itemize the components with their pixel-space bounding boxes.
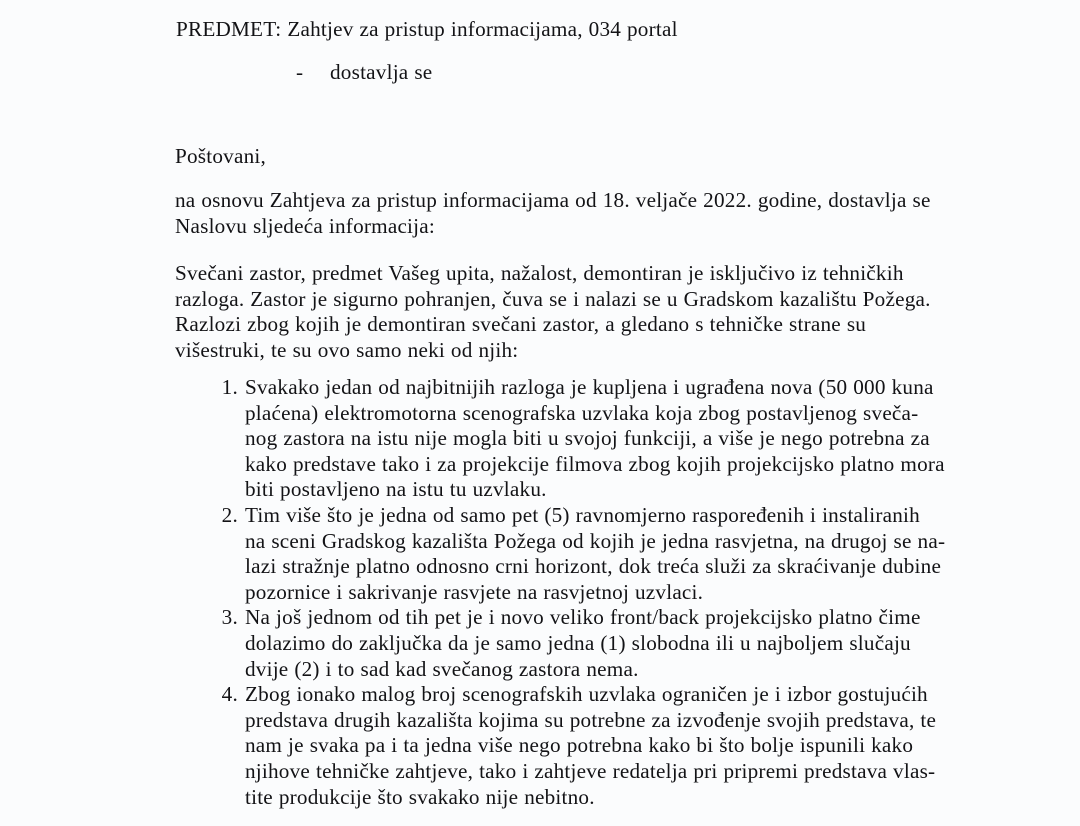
list-item-line: Tim više što je jedna od samo pet (5) ravnomjerno raspoređenih i instaliranih <box>245 502 920 527</box>
delivery-text: dostavlja se <box>330 60 433 84</box>
intro-line: Naslovu sljedeća informacija: <box>175 213 435 238</box>
body-line: Svečani zastor, predmet Vašeg upita, nažalost, demontiran je isključivo iz tehničkih <box>175 261 904 285</box>
list-item-line: Svakako jedan od najbitnijih razloga je kupljena i ugrađena nova (50 000 kuna <box>245 375 934 399</box>
list-item-line: lazi stražnje platno odnosno crni horizont, dok treća služi za skraćivanje dubine <box>245 554 942 579</box>
list-item-line: na sceni Gradskog kazališta Požega od kojih je jedna rasvjetna, na drugoj se na- <box>245 528 946 553</box>
intro-paragraph <box>175 188 965 239</box>
list-item-line: dolazimo do zaključka da je samo jedna (1) slobodna ili u najboljem slučaju <box>245 630 911 655</box>
body-line: Razlozi zbog kojih je demontiran svečani zastor, a gledano s tehničke strane su <box>175 312 867 337</box>
list-item-line: kako predstave tako i za projekcije filmova zbog kojih projekcijsko platno mora <box>245 451 945 476</box>
body-line: razloga. Zastor je sigurno pohranjen, čuva se i nalazi se u Gradskom kazalištu Požega. <box>175 286 931 311</box>
reasons-list <box>175 375 985 810</box>
list-item-text <box>245 605 985 682</box>
delivery-line <box>296 60 432 86</box>
list-item-line: plaćena) elektromotorna scenografska uzvlaka koja zbog postavljenog svеča- <box>245 400 919 425</box>
list-item-line: nog zastora na istu nije mogla biti u svojoj funkciji, a više je nego potrebna za <box>245 426 930 451</box>
list-item-line: Zbog ionako malog broj scenografskih uzvlaka ograničen je i izbor gostujućih <box>245 682 928 707</box>
subject-line: PREDMET: Zahtjev za pristup informacijama, 034 portal <box>176 17 678 41</box>
list-item-number: 3. <box>221 605 238 630</box>
list-item-text <box>245 503 985 605</box>
list-item <box>175 605 985 682</box>
list-item-line: predstava drugih kazališta kojima su potrebne za izvođenje svojih predstava, te <box>245 707 937 732</box>
list-item-line: pozornice i sakrivanje rasvjete na rasvjetnoj uzvlaci. <box>245 579 704 604</box>
list-item <box>175 375 985 503</box>
list-item-line: dvije (2) i to sad kad svečanog zastora nema. <box>245 656 639 681</box>
list-item-line: biti postavljeno na istu tu uzvlaku. <box>245 477 547 502</box>
body-line: višestruki, te su ovo samo neki od njih: <box>175 337 519 362</box>
body-paragraph <box>175 261 975 363</box>
list-item <box>175 682 985 810</box>
list-item-text <box>245 682 985 810</box>
list-item-line: nam je svaka pa i ta jedna više nego potrebna kako bi što bolje ispunili kako <box>245 733 914 758</box>
list-item-text <box>245 375 985 503</box>
list-item <box>175 503 985 605</box>
list-item-line: njihove tehničke zahtjeve, tako i zahtjeve redatelja pri pripremi predstava vlas- <box>245 758 936 783</box>
list-item-line: tite produkcije što svakako nije nebitno. <box>245 784 595 809</box>
salutation: Poštovani, <box>175 144 266 168</box>
delivery-dash: - <box>296 60 304 84</box>
list-item-number: 4. <box>221 682 238 707</box>
list-item-line: Na još jednom od tih pet je i novo veliko front/back projekcijsko platno čime <box>245 605 921 630</box>
intro-line: na osnovu Zahtjeva za pristup informacijama od 18. veljače 2022. godine, dostavlja se <box>175 188 931 212</box>
list-item-number: 1. <box>221 375 238 399</box>
list-item-number: 2. <box>221 502 238 527</box>
